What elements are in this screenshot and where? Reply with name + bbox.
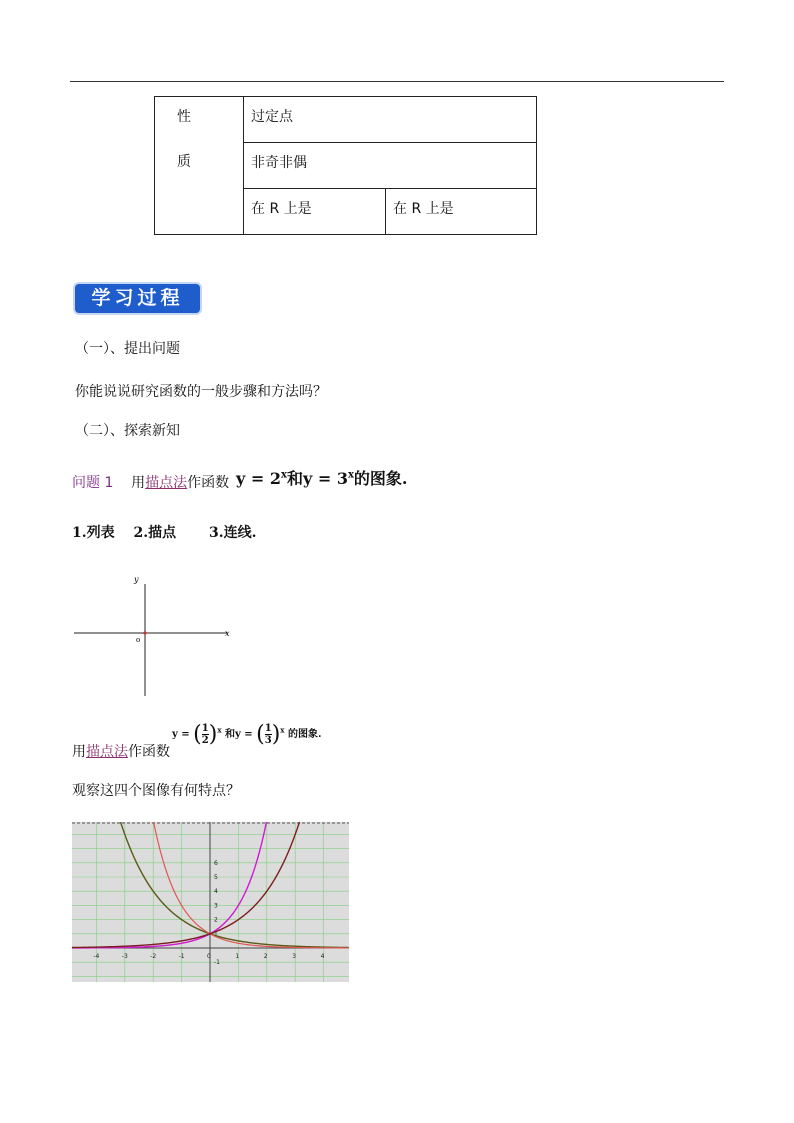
part1-heading: （一）、提出问题: [75, 341, 180, 357]
x-tick-label: -4: [93, 953, 100, 960]
exponential-graph: [72, 822, 349, 982]
fraction-half: [202, 723, 209, 746]
label-char-2: 质: [177, 154, 191, 170]
formula-b: y = 3: [302, 469, 348, 488]
problem2-line: [72, 742, 170, 762]
y-tick-label: 3: [214, 902, 218, 910]
section-badge: 学习过程: [75, 284, 200, 313]
step-3: 3.连线.: [209, 525, 257, 541]
x-tick-label: 2: [263, 953, 268, 960]
step-2: 2.描点: [133, 525, 177, 541]
origin-dot: [143, 631, 146, 634]
y-tick-label: 2: [214, 916, 218, 924]
x-tick-label: 0: [207, 953, 211, 960]
properties-table: [154, 96, 537, 235]
exponent-a: x: [280, 469, 287, 481]
problem2-prefix: 用: [72, 744, 86, 760]
parity-cell: 非奇非偶: [251, 155, 307, 171]
x-tick-label: -1: [178, 953, 185, 960]
formula-tail: 的图象.: [353, 469, 408, 488]
y-tick-label: 1: [214, 930, 218, 938]
problem2-formula: y = ( $\frac{1}{2}$ )$^x$ 和y = ( $\frac{1}{3}$ )$^x$ 的图象.: [172, 722, 322, 747]
y-tick-label: -1: [214, 959, 220, 967]
x-tick-label: 4: [320, 953, 325, 960]
problem1-suffix: 作函数: [187, 475, 230, 491]
y-axis-label: y: [134, 575, 139, 584]
y-tick-label: 4: [214, 888, 218, 896]
method-link-2[interactable]: 描点法: [86, 744, 128, 760]
monotonic-cell-a: 在 R 上是: [251, 201, 312, 217]
f2-join: 和y =: [224, 729, 253, 740]
problem1-prefix: 用: [131, 475, 146, 491]
x-tick-label: 1: [235, 953, 240, 960]
problem1-line: [72, 473, 229, 493]
formula-join: 和: [286, 469, 303, 488]
f2-numerator: 1: [264, 723, 272, 734]
problem2-suffix: 作函数: [128, 744, 170, 760]
header-rule: [70, 81, 724, 82]
y-tick-label: 5: [214, 874, 218, 881]
origin-label: o: [136, 636, 141, 644]
label-char-1: 性: [177, 109, 191, 125]
part2-heading: （二）、探索新知: [75, 423, 180, 439]
f1-numerator: 1: [201, 723, 209, 734]
y-tick-label: 6: [214, 859, 218, 867]
exponent-b: x: [347, 469, 354, 481]
x-tick-label: 3: [292, 953, 297, 960]
f1-lhs: y =: [172, 729, 190, 740]
observe-text: 观察这四个图像有何特点？: [72, 783, 240, 799]
step-1: 1.列表: [72, 525, 115, 541]
table-label-cell: [155, 97, 244, 235]
fixed-point-cell: 过定点: [251, 109, 293, 125]
formula-a: y = 2: [236, 469, 281, 488]
question-text: 你能说说研究函数的一般步骤和方法吗？: [75, 384, 327, 400]
problem1-formula: [236, 466, 408, 489]
method-link-1[interactable]: 描点法: [145, 475, 188, 491]
x-axis-label: x: [225, 629, 230, 638]
x-tick-label: -2: [150, 953, 157, 960]
fraction-third: [265, 723, 272, 746]
f1-denominator: 2: [201, 735, 209, 746]
problem2-tail: 的图象.: [287, 729, 322, 740]
axes-sketch: [72, 572, 234, 698]
f2-denominator: 3: [264, 735, 272, 746]
f1-exponent: x: [217, 725, 222, 735]
x-tick-label: -3: [121, 953, 128, 960]
steps-line: [72, 522, 257, 542]
f2-exponent: x: [280, 725, 285, 735]
monotonic-cell-b: 在 R 上是: [393, 201, 454, 217]
problem1-label: 问题 1: [72, 475, 114, 491]
